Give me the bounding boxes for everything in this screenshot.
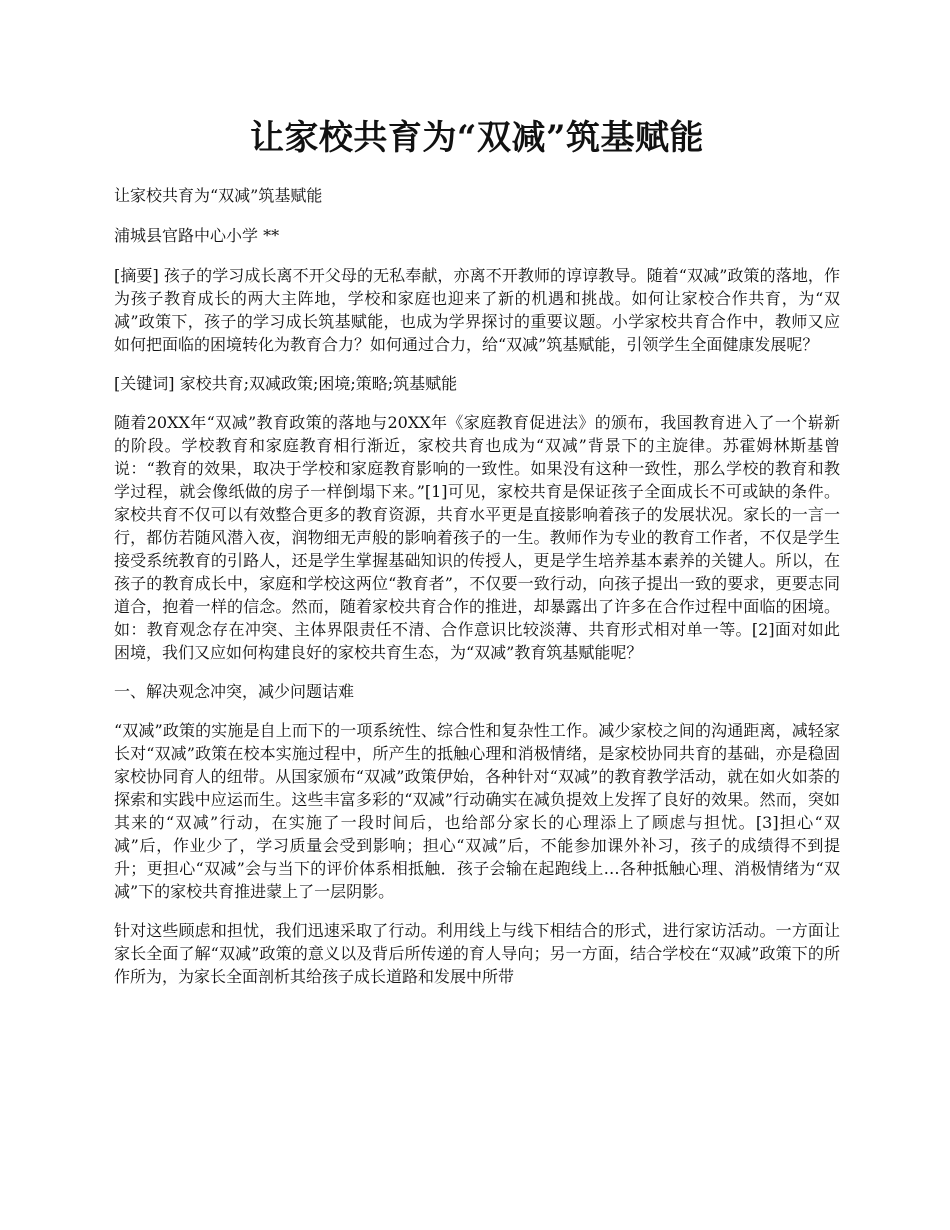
- section-heading-1: 一、解决观念冲突，减少问题诘难: [114, 682, 355, 701]
- section-1-paragraph-1: “双减”政策的实施是自上而下的一项系统性、综合性和复杂性工作。减少家校之间的沟通距离，减轻家长对“双减”政策在校本实施过程中，所产生的抵触心理和消极情绪，是家校协同共育的基础，亦是稳固家校协同育人的纽带。从国家颁布“双减”政策伊始，各种针对“双减”的教育教学活动，就在如火如荼的探索和实践中应运而生。这些丰富多彩的“双减”行动确实在减负提效上发挥了良好的效果。然而，突如其来的“双减”行动，在实施了一段时间后，也给部分家长的心理添上了顾虑与担忧。[3]担心“双减”后，作业少了，学习质量会受到影响；担心“双减”后，不能参加课外补习，孩子的成绩得不到提升；更担心“双减”会与当下的评价体系相抵触．孩子会输在起跑线上…各种抵触心理、消极情绪为“双减”下的家校共育推进蒙上了一层阴影。: [114, 721, 840, 901]
- document-title: 让家校共育为“双减”筑基赋能: [249, 118, 705, 158]
- intro-paragraph: 随着20XX年“双减”教育政策的落地与20XX年《家庭教育促进法》的颁布，我国教育进入了一个崭新的阶段。学校教育和家庭教育相行渐近，家校共育也成为“双减”背景下的主旋律。苏霍姆林斯基曾说：“教育的效果，取决于学校和家庭教育影响的一致性。如果没有这种一致性，那么学校的教育和教学过程，就会像纸做的房子一样倒塌下来。”[1]可见，家校共育是保证孩子全面成长不可或缺的条件。家校共育不仅可以有效整合更多的教育资源，共育水平更是直接影响着孩子的发展状况。家长的一言一行，都仿若随风潜入夜，润物细无声般的影响着孩子的一生。教师作为专业的教育工作者，不仅是学生接受系统教育的引路人，还是学生掌握基础知识的传授人，更是学生培养基本素养的关键人。所以，在孩子的教育成长中，家庭和学校这两位“教育者”，不仅要一致行动，向孩子提出一致的要求，更要志同道合，抱着一样的信念。然而，随着家校共育合作的推进，却暴露出了许多在合作过程中面临的困境。如：教育观念存在冲突、主体界限责任不清、合作意识比较淡薄、共育形式相对单一等。[2]面对如此困境，我们又应如何构建良好的家校共育生态，为“双减”教育筑基赋能呢？: [114, 413, 840, 662]
- document-subtitle: 让家校共育为“双减”筑基赋能: [114, 186, 323, 205]
- section-1-paragraph-2: 针对这些顾虑和担忧，我们迅速采取了行动。利用线上与线下相结合的形式，进行家访活动。一方面让家长全面了解“双减”政策的意义以及背后所传递的育人导向；另一方面，结合学校在“双减”政策下的所作所为，为家长全面剖析其给孩子成长道路和发展中所带: [114, 921, 840, 986]
- author-line: 浦城县官路中心小学 **: [114, 226, 280, 245]
- keywords-line: [关键词] 家校共育;双减政策;困境;策略;筑基赋能: [114, 374, 458, 393]
- document-page: [114, 0, 840, 988]
- abstract-paragraph: [摘要] 孩子的学习成长离不开父母的无私奉献，亦离不开教师的谆谆教导。随着“双减”政策的落地，作为孩子教育成长的两大主阵地，学校和家庭也迎来了新的机遇和挑战。如何让家校合作共育，为“双减”政策下，孩子的学习成长筑基赋能，也成为学界探讨的重要议题。小学家校共育合作中，教师又应如何把面临的困境转化为教育合力？如何通过合力，给“双减”筑基赋能，引领学生全面健康发展呢？: [114, 266, 840, 354]
